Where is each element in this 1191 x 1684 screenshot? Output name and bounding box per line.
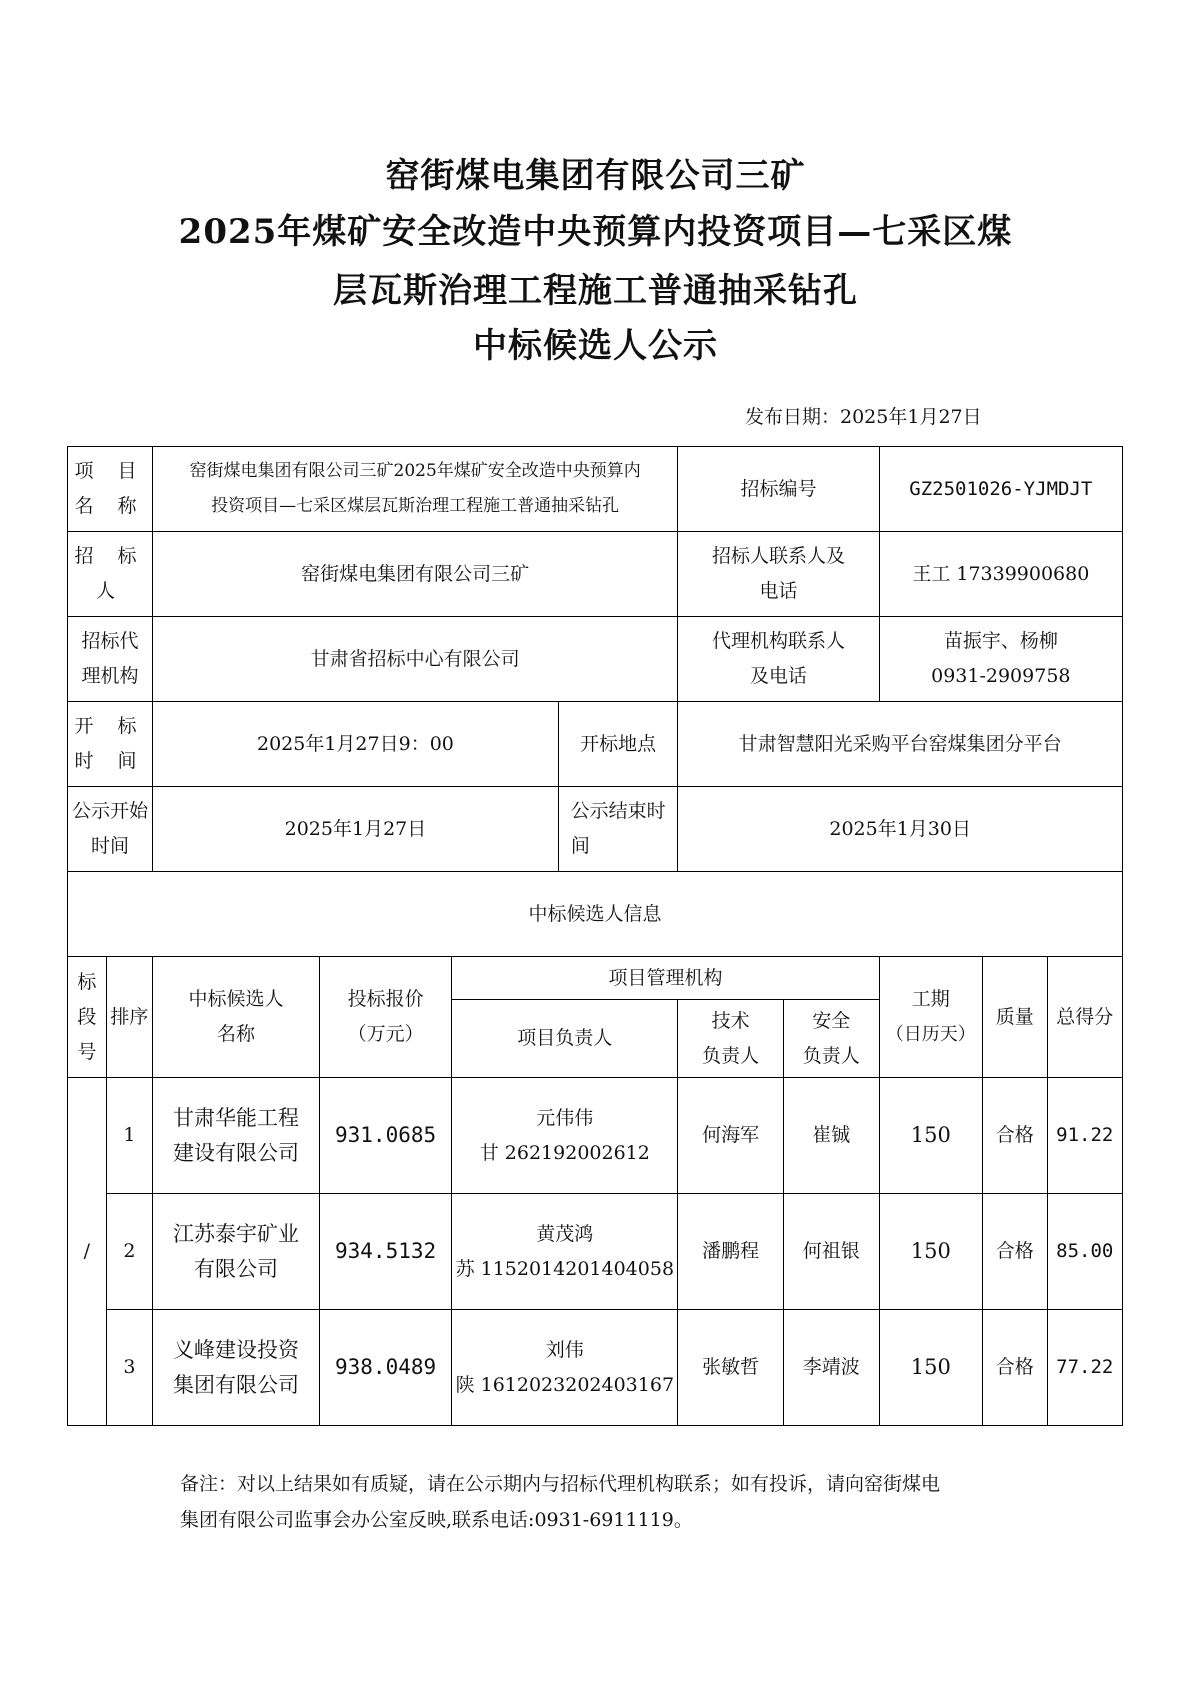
row-project-name <box>68 447 1123 532</box>
period-header-2: （日历天） <box>885 1024 976 1045</box>
table-row <box>68 1310 1123 1426</box>
col-header-period <box>879 957 982 1078</box>
project-name-label: 项 目 名 称 <box>68 447 153 532</box>
col-header-mgmt: 项目管理机构 <box>452 957 879 1000</box>
score-cell: 85.00 <box>1047 1194 1122 1310</box>
row-publicity <box>68 787 1123 872</box>
safety-header-1: 安全 <box>812 1009 851 1032</box>
agency-contact-phone: 0931-2909758 <box>931 665 1071 687</box>
tenderer-contact-label <box>678 532 879 617</box>
pm-cell <box>452 1078 678 1194</box>
candidate-name-line-1: 义峰建设投资 <box>172 1337 299 1362</box>
agency-contact-label <box>678 617 879 702</box>
candidate-name-line-1: 甘肃华能工程 <box>172 1105 299 1130</box>
title-line-1: 窑街煤电集团有限公司三矿 <box>385 156 806 196</box>
name-header-2: 名称 <box>216 1023 255 1045</box>
row-open-time <box>68 702 1123 787</box>
rank-cell: 3 <box>106 1310 152 1426</box>
agency-value: 甘肃省招标中心有限公司 <box>153 617 678 702</box>
open-place-value: 甘肃智慧阳光采购平台窑煤集团分平台 <box>678 702 1123 787</box>
open-time-value: 2025年1月27日9：00 <box>153 702 559 787</box>
quality-cell: 合格 <box>982 1194 1047 1310</box>
title-line-3: 层瓦斯治理工程施工普通抽采钻孔 <box>333 271 858 311</box>
pm-cert: 甘 262192002612 <box>479 1141 650 1164</box>
section-header-2: 段 <box>77 1005 97 1028</box>
tenderer-label: 招 标 人 <box>68 532 153 617</box>
price-header-2: （万元） <box>347 1023 424 1045</box>
price-cell: 934.5132 <box>319 1194 451 1310</box>
col-header-section <box>68 957 107 1078</box>
open-time-label: 开 标 时 间 <box>68 702 153 787</box>
tenderer-contact-label-1: 招标人联系人及 <box>711 545 845 567</box>
project-name-value <box>153 447 678 532</box>
title-line-2: 2025年煤矿安全改造中央预算内投资项目—七采区煤 <box>178 212 1013 252</box>
row-agency <box>68 617 1123 702</box>
score-cell: 77.22 <box>1047 1310 1122 1426</box>
agency-label-2: 理机构 <box>81 665 139 687</box>
col-header-pm: 项目负责人 <box>452 1000 678 1078</box>
rank-cell: 2 <box>106 1194 152 1310</box>
row-candidates-title <box>68 872 1123 957</box>
period-header-1: 工期 <box>911 988 950 1010</box>
score-cell: 91.22 <box>1047 1078 1122 1194</box>
candidate-name-cell <box>153 1310 320 1426</box>
agency-contact-names: 苗振宇、杨柳 <box>943 630 1058 652</box>
rank-cell: 1 <box>106 1078 152 1194</box>
col-header-tech <box>678 1000 783 1078</box>
open-place-label: 开标地点 <box>558 702 678 787</box>
candidate-name-cell <box>153 1194 320 1310</box>
remarks-line-2: 集团有限公司监事会办公室反映,联系电话:0931-6911119。 <box>180 1509 693 1531</box>
agency-contact-value <box>879 617 1122 702</box>
agency-contact-label-1: 代理机构联系人 <box>711 630 845 652</box>
pm-cert: 陕 1612023202403167 <box>455 1373 675 1396</box>
candidate-name-cell <box>153 1078 320 1194</box>
pub-end-label-1: 公示结束时 <box>570 800 666 822</box>
remarks <box>180 1466 1030 1538</box>
price-header-1: 投标报价 <box>347 988 424 1010</box>
candidate-name-line-2: 集团有限公司 <box>172 1372 299 1397</box>
project-name-line-1: 窑街煤电集团有限公司三矿2025年煤矿安全改造中央预算内 <box>189 461 641 481</box>
pub-start-label: 公示开始时间 <box>68 787 153 872</box>
pub-end-value: 2025年1月30日 <box>678 787 1123 872</box>
quality-cell: 合格 <box>982 1310 1047 1426</box>
pm-cell <box>452 1310 678 1426</box>
section-header-1: 标 <box>77 970 97 993</box>
pm-name: 刘伟 <box>545 1338 584 1361</box>
col-header-score: 总得分 <box>1047 957 1122 1078</box>
agency-contact-label-2: 及电话 <box>749 665 807 687</box>
candidates-title: 中标候选人信息 <box>68 872 1123 957</box>
tech-header-2: 负责人 <box>702 1044 760 1067</box>
bid-no-value: GZ2501026-YJMDJT <box>879 447 1122 532</box>
remarks-line-1: 备注：对以上结果如有质疑，请在公示期内与招标代理机构联系；如有投诉，请向窑街煤电 <box>180 1473 941 1495</box>
tenderer-value: 窑街煤电集团有限公司三矿 <box>153 532 678 617</box>
col-header-name <box>153 957 320 1078</box>
announcement-table <box>67 446 1123 1426</box>
safety-cell: 崔铖 <box>783 1078 879 1194</box>
safety-cell: 李靖波 <box>783 1310 879 1426</box>
tech-cell: 潘鹏程 <box>678 1194 783 1310</box>
period-cell: 150 <box>879 1078 982 1194</box>
col-header-safety <box>783 1000 879 1078</box>
tech-header-1: 技术 <box>711 1009 750 1032</box>
pm-name: 元伟伟 <box>536 1106 594 1129</box>
pm-cert: 苏 1152014201404058 <box>455 1257 675 1280</box>
name-header-1: 中标候选人 <box>188 988 284 1010</box>
candidate-name-line-1: 江苏泰宇矿业 <box>172 1221 299 1246</box>
col-header-price <box>319 957 451 1078</box>
tenderer-contact-value: 王工 17339900680 <box>879 532 1122 617</box>
pub-end-label-2: 间 <box>570 835 590 857</box>
col-header-quality: 质量 <box>982 957 1047 1078</box>
project-name-line-2: 投资项目—七采区煤层瓦斯治理工程施工普通抽采钻孔 <box>211 496 620 516</box>
bid-no-label: 招标编号 <box>678 447 879 532</box>
publish-date: 发布日期：2025年1月27日 <box>745 406 982 428</box>
pm-name: 黄茂鸿 <box>536 1222 594 1245</box>
pub-start-value: 2025年1月27日 <box>153 787 559 872</box>
section-value: / <box>68 1078 107 1426</box>
row-tenderer <box>68 532 1123 617</box>
quality-cell: 合格 <box>982 1078 1047 1194</box>
safety-header-2: 负责人 <box>802 1044 860 1067</box>
table-row <box>68 1194 1123 1310</box>
tenderer-contact-label-2: 电话 <box>759 580 798 602</box>
safety-cell: 何祖银 <box>783 1194 879 1310</box>
title-line-4: 中标候选人公示 <box>473 326 718 366</box>
table-row <box>68 1078 1123 1194</box>
pub-end-label <box>558 787 678 872</box>
col-header-rank: 排序 <box>106 957 152 1078</box>
candidate-name-line-2: 有限公司 <box>193 1256 278 1281</box>
price-cell: 938.0489 <box>319 1310 451 1426</box>
section-header-3: 号 <box>77 1040 97 1063</box>
period-cell: 150 <box>879 1194 982 1310</box>
pm-cell <box>452 1194 678 1310</box>
agency-label-1: 招标代 <box>81 630 139 652</box>
agency-label <box>68 617 153 702</box>
tech-cell: 何海军 <box>678 1078 783 1194</box>
tech-cell: 张敏哲 <box>678 1310 783 1426</box>
candidate-name-line-2: 建设有限公司 <box>172 1140 299 1165</box>
period-cell: 150 <box>879 1310 982 1426</box>
header-row-1 <box>68 957 1123 1000</box>
price-cell: 931.0685 <box>319 1078 451 1194</box>
